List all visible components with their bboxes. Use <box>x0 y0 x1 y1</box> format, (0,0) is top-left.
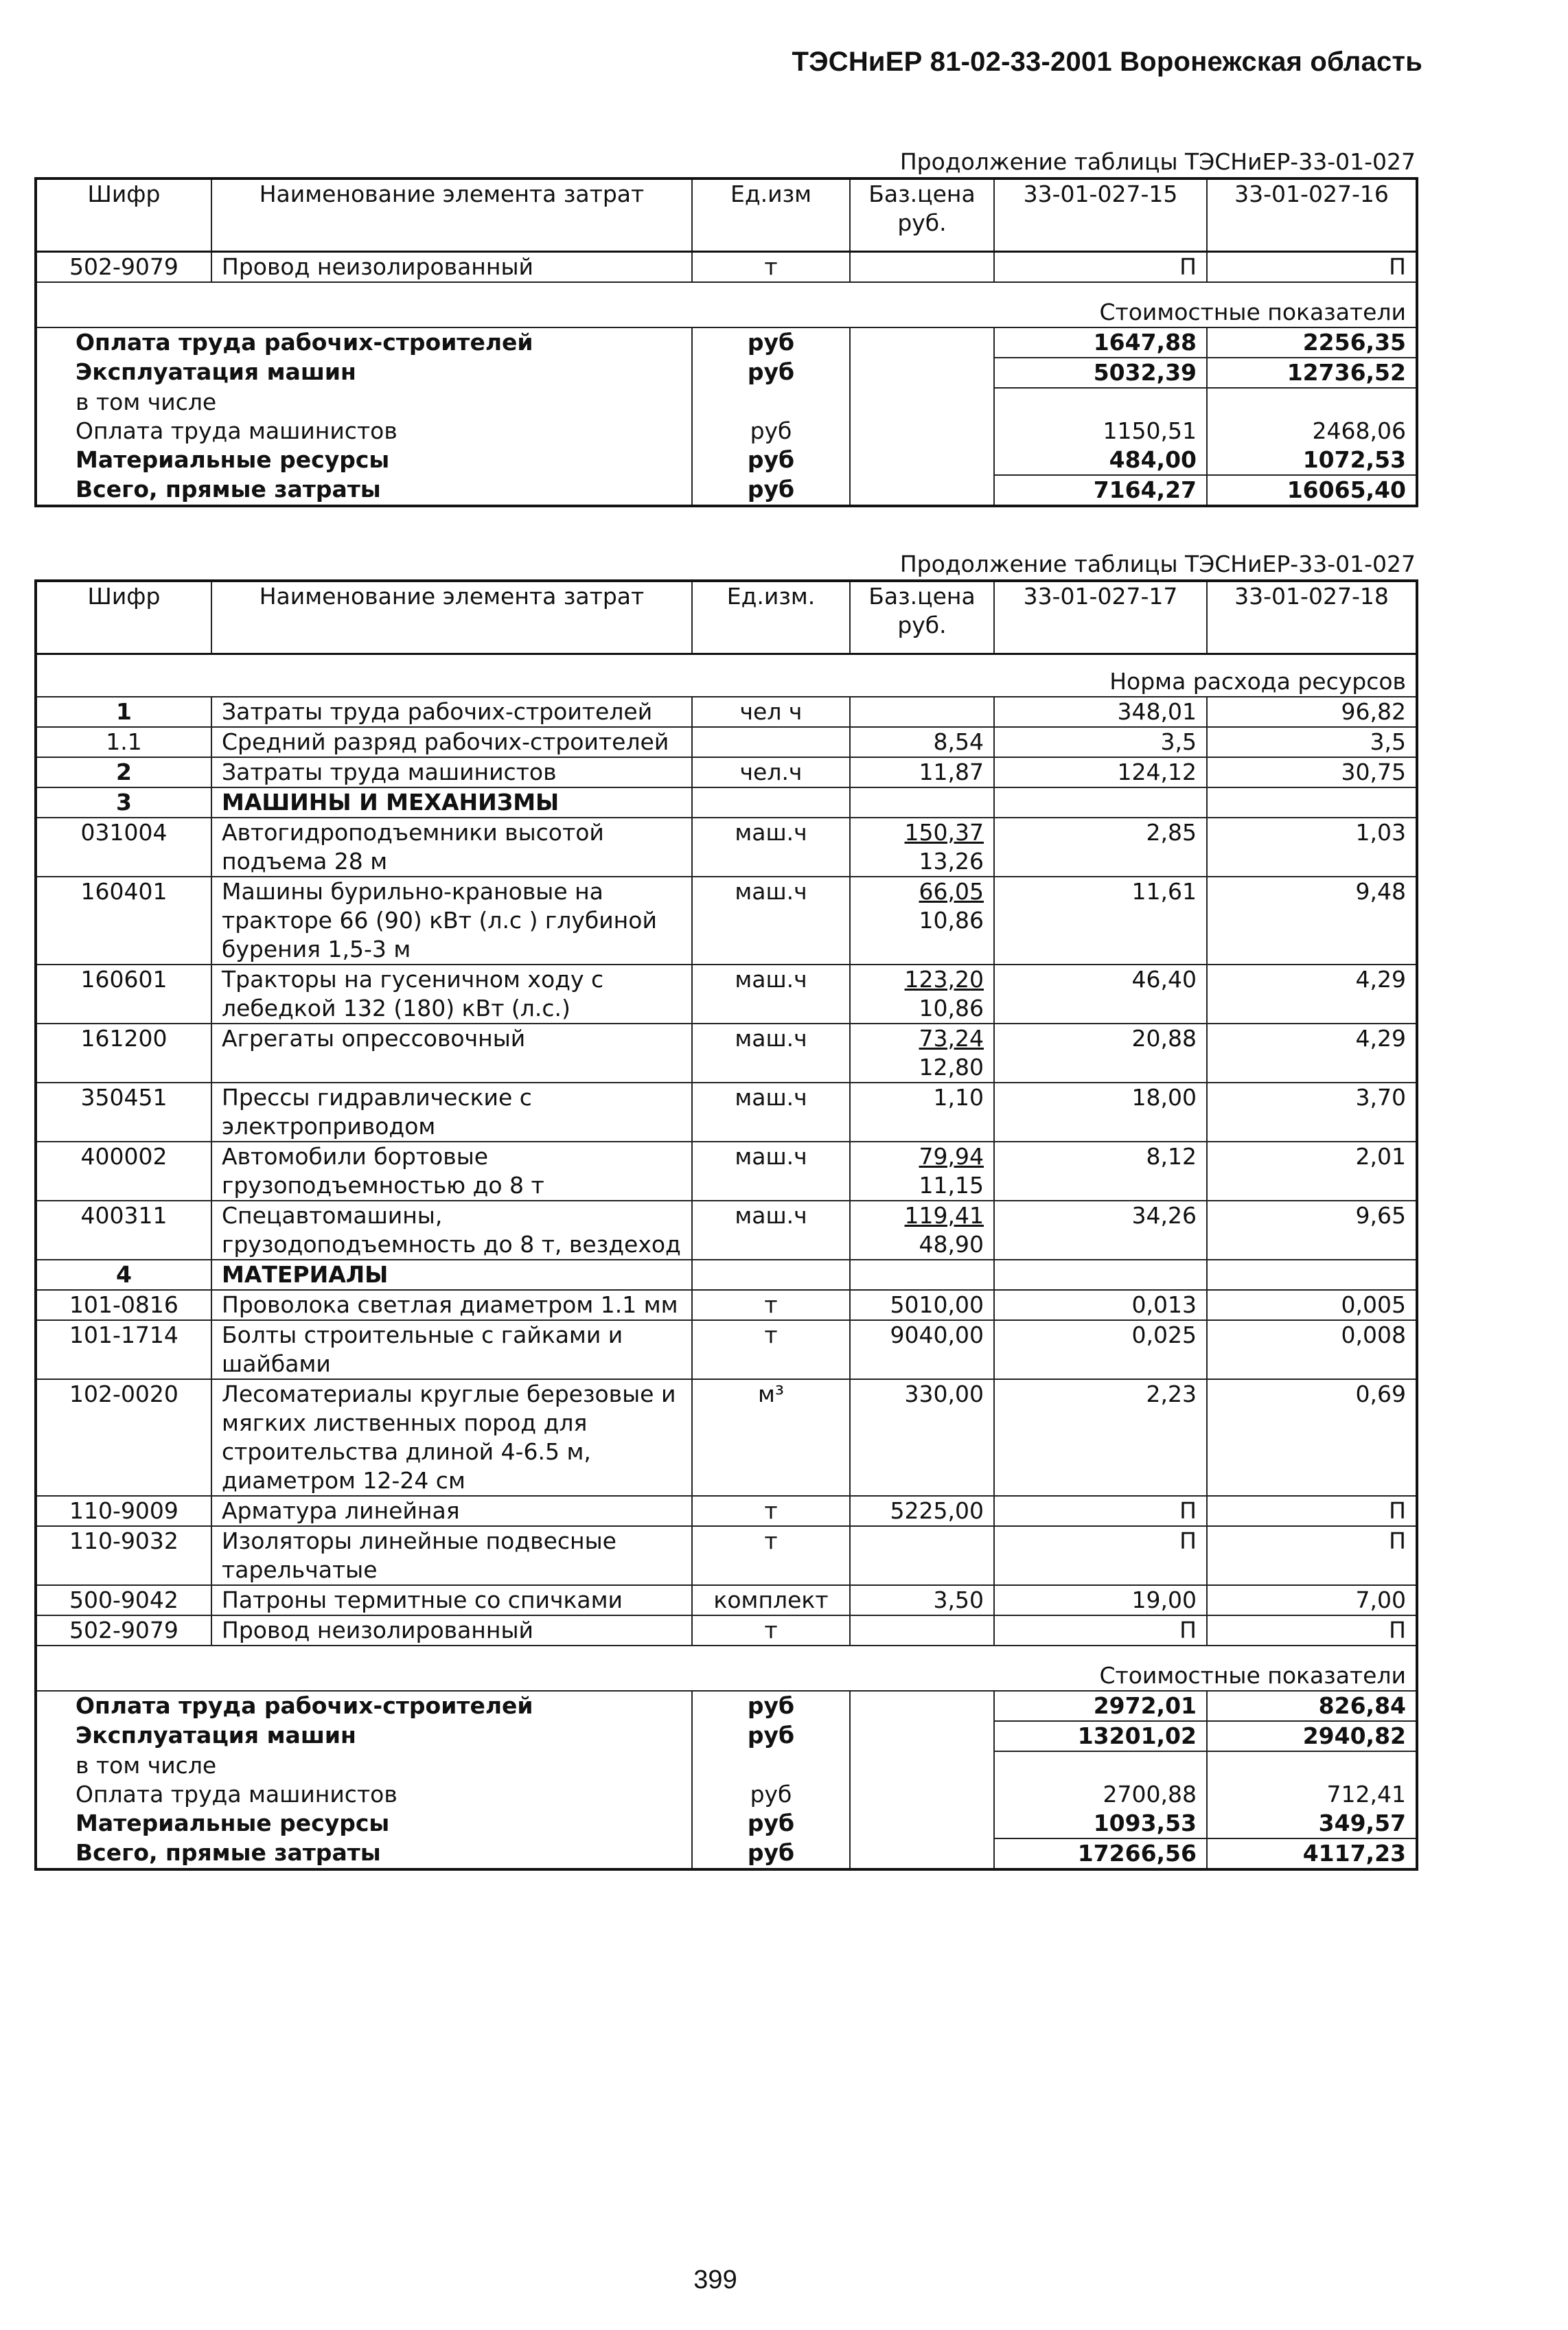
row-price-main: 330,00 <box>904 1380 984 1407</box>
row-code: 3 <box>36 787 211 818</box>
table-row <box>36 727 1417 757</box>
total-name: Оплата труда рабочих-строителей <box>36 327 692 358</box>
row-price <box>850 1585 994 1615</box>
row-price-machinist: 48,90 <box>919 1230 984 1258</box>
row-unit: т <box>692 1496 850 1526</box>
table-row <box>36 1379 1417 1496</box>
total-row <box>36 1691 1417 1721</box>
table-row <box>36 1260 1417 1290</box>
row-price-main: 11,87 <box>919 758 984 785</box>
row-unit: т <box>692 251 850 282</box>
row-value-2 <box>1207 787 1417 818</box>
total-price-empty <box>850 1780 994 1809</box>
total-price-empty <box>850 358 994 388</box>
row-unit: маш.ч <box>692 1083 850 1142</box>
row-value-2: 0,69 <box>1207 1379 1417 1496</box>
total-name: Материальные ресурсы <box>36 446 692 475</box>
total-price-empty <box>850 1809 994 1838</box>
total-value-2: 16065,40 <box>1207 475 1417 506</box>
row-price <box>850 1320 994 1379</box>
row-value-2: 30,75 <box>1207 757 1417 787</box>
row-value-2: П <box>1207 251 1417 282</box>
row-value-2: 2,01 <box>1207 1142 1417 1201</box>
row-value-2: 4,29 <box>1207 1024 1417 1083</box>
header-name: Наименование элемента затрат <box>211 178 692 251</box>
header-code: Шифр <box>36 581 211 654</box>
header-col1: 33-01-027-17 <box>994 581 1207 654</box>
row-value-2: П <box>1207 1615 1417 1646</box>
row-code: 110-9009 <box>36 1496 211 1526</box>
table-row <box>36 1320 1417 1379</box>
total-row <box>36 1809 1417 1838</box>
row-value-2: 0,008 <box>1207 1320 1417 1379</box>
table-row <box>36 1496 1417 1526</box>
total-value-1: 5032,39 <box>994 358 1207 388</box>
row-name: Спецавтомашины, грузодоподъемность до 8 т, вездеход <box>211 1201 692 1260</box>
total-unit: руб <box>692 358 850 388</box>
header-col2: 33-01-027-18 <box>1207 581 1417 654</box>
total-price-empty <box>850 388 994 417</box>
row-price-machinist: 13,26 <box>919 847 984 875</box>
total-price-empty <box>850 417 994 446</box>
total-unit: руб <box>692 1780 850 1809</box>
total-name: в том числе <box>36 1751 692 1780</box>
total-value-1: 17266,56 <box>994 1838 1207 1869</box>
total-name: Эксплуатация машин <box>36 1721 692 1751</box>
row-price-machinist: 12,80 <box>919 1053 984 1081</box>
row-value-2: 4,29 <box>1207 965 1417 1024</box>
row-value-1: 18,00 <box>994 1083 1207 1142</box>
row-unit: т <box>692 1526 850 1585</box>
row-value-2: 1,03 <box>1207 818 1417 877</box>
total-value-1: 7164,27 <box>994 475 1207 506</box>
total-name: Всего, прямые затраты <box>36 475 692 506</box>
total-value-1: 1647,88 <box>994 327 1207 358</box>
total-unit: руб <box>692 475 850 506</box>
total-value-2: 2256,35 <box>1207 327 1417 358</box>
row-value-2: 3,70 <box>1207 1083 1417 1142</box>
row-price <box>850 1290 994 1320</box>
row-code: 502-9079 <box>36 1615 211 1646</box>
header-col2: 33-01-027-16 <box>1207 178 1417 251</box>
row-unit <box>692 1260 850 1290</box>
row-code: 350451 <box>36 1083 211 1142</box>
row-price <box>850 877 994 965</box>
row-price <box>850 1083 994 1142</box>
row-price-main: 66,05 <box>919 877 984 905</box>
header-unit: Ед.изм. <box>692 581 850 654</box>
table-row <box>36 757 1417 787</box>
total-value-2: 826,84 <box>1207 1691 1417 1721</box>
total-name: Оплата труда рабочих-строителей <box>36 1691 692 1721</box>
row-name: Прессы гидравлические с электроприводом <box>211 1083 692 1142</box>
table-row <box>36 1024 1417 1083</box>
total-value-2: 349,57 <box>1207 1809 1417 1838</box>
row-value-1: 0,025 <box>994 1320 1207 1379</box>
row-price-main: 119,41 <box>904 1201 984 1229</box>
row-value-1 <box>994 1260 1207 1290</box>
total-value-2 <box>1207 388 1417 417</box>
total-unit: руб <box>692 417 850 446</box>
row-price <box>850 1142 994 1201</box>
row-unit: маш.ч <box>692 965 850 1024</box>
row-value-2: П <box>1207 1526 1417 1585</box>
table1-continuation: Продолжение таблицы ТЭСНиЕР-33-01-027 <box>899 148 1416 175</box>
row-name: Провод неизолированный <box>211 1615 692 1646</box>
total-price-empty <box>850 446 994 475</box>
row-price <box>850 251 994 282</box>
row-price-main: 5225,00 <box>890 1497 984 1524</box>
row-code: 400002 <box>36 1142 211 1201</box>
row-code: 102-0020 <box>36 1379 211 1496</box>
row-unit: маш.ч <box>692 1024 850 1083</box>
row-price <box>850 787 994 818</box>
row-price-main: 79,94 <box>919 1142 984 1170</box>
total-value-2: 1072,53 <box>1207 446 1417 475</box>
total-unit: руб <box>692 1838 850 1869</box>
total-price-empty <box>850 1691 994 1721</box>
total-name: Всего, прямые затраты <box>36 1838 692 1869</box>
row-value-2: 9,65 <box>1207 1201 1417 1260</box>
row-unit: т <box>692 1320 850 1379</box>
total-unit: руб <box>692 1721 850 1751</box>
row-name: Болты строительные с гайками и шайбами <box>211 1320 692 1379</box>
row-code: 031004 <box>36 818 211 877</box>
total-value-1: 484,00 <box>994 446 1207 475</box>
header-col1: 33-01-027-15 <box>994 178 1207 251</box>
row-name: Изоляторы линейные подвесные тарельчатые <box>211 1526 692 1585</box>
total-row <box>36 417 1417 446</box>
table2-section-norm: Норма расхода ресурсов <box>36 654 1417 697</box>
row-name: Автогидроподъемники высотой подъема 28 м <box>211 818 692 877</box>
table2 <box>34 579 1418 1871</box>
row-value-2: 0,005 <box>1207 1290 1417 1320</box>
row-value-2 <box>1207 1260 1417 1290</box>
total-row <box>36 475 1417 506</box>
total-row <box>36 1751 1417 1780</box>
row-name: Тракторы на гусеничном ходу с лебедкой 132 (180) кВт (л.с.) <box>211 965 692 1024</box>
row-unit: м³ <box>692 1379 850 1496</box>
header-name: Наименование элемента затрат <box>211 581 692 654</box>
total-value-1: 13201,02 <box>994 1721 1207 1751</box>
row-value-1: 348,01 <box>994 697 1207 727</box>
row-code: 101-0816 <box>36 1290 211 1320</box>
row-code: 500-9042 <box>36 1585 211 1615</box>
row-price <box>850 965 994 1024</box>
row-value-1: 2,23 <box>994 1379 1207 1496</box>
row-value-2: 9,48 <box>1207 877 1417 965</box>
row-unit: маш.ч <box>692 1201 850 1260</box>
row-value-1: 3,5 <box>994 727 1207 757</box>
table-row <box>36 1083 1417 1142</box>
header-price: Баз.цена руб. <box>850 178 994 251</box>
row-code: 4 <box>36 1260 211 1290</box>
row-name: Патроны термитные со спичками <box>211 1585 692 1615</box>
total-price-empty <box>850 1751 994 1780</box>
total-unit <box>692 388 850 417</box>
row-price-machinist: 10,86 <box>919 906 984 934</box>
total-value-2: 712,41 <box>1207 1780 1417 1809</box>
row-price <box>850 1201 994 1260</box>
row-name: Затраты труда машинистов <box>211 757 692 787</box>
table-row <box>36 818 1417 877</box>
row-value-1 <box>994 787 1207 818</box>
total-value-1: 1150,51 <box>994 417 1207 446</box>
row-value-2: 3,5 <box>1207 727 1417 757</box>
table-row <box>36 1526 1417 1585</box>
table-row <box>36 787 1417 818</box>
row-code: 1 <box>36 697 211 727</box>
row-value-1: 8,12 <box>994 1142 1207 1201</box>
total-row <box>36 1721 1417 1751</box>
row-unit <box>692 727 850 757</box>
table1 <box>34 177 1418 507</box>
row-price <box>850 1496 994 1526</box>
row-price <box>850 1615 994 1646</box>
table-row <box>36 1585 1417 1615</box>
row-price-main: 5010,00 <box>890 1291 984 1318</box>
row-name: Автомобили бортовые грузоподъемностью до 8 т <box>211 1142 692 1201</box>
row-value-2: П <box>1207 1496 1417 1526</box>
row-code: 400311 <box>36 1201 211 1260</box>
total-row <box>36 1780 1417 1809</box>
table-row <box>36 697 1417 727</box>
row-value-1: П <box>994 1526 1207 1585</box>
row-value-1: П <box>994 1615 1207 1646</box>
row-value-1: 34,26 <box>994 1201 1207 1260</box>
row-price <box>850 1260 994 1290</box>
table-row <box>36 1290 1417 1320</box>
row-price-main: 150,37 <box>904 818 984 846</box>
row-code: 160601 <box>36 965 211 1024</box>
header-price: Баз.цена руб. <box>850 581 994 654</box>
row-price <box>850 697 994 727</box>
total-row <box>36 358 1417 388</box>
total-value-1: 2972,01 <box>994 1691 1207 1721</box>
document-title: ТЭСНиЕР 81-02-33-2001 Воронежская область <box>792 47 1422 77</box>
row-value-1: 20,88 <box>994 1024 1207 1083</box>
total-value-1 <box>994 1751 1207 1780</box>
total-value-2: 12736,52 <box>1207 358 1417 388</box>
header-code: Шифр <box>36 178 211 251</box>
row-code: 2 <box>36 757 211 787</box>
total-name: Оплата труда машинистов <box>36 1780 692 1809</box>
row-price <box>850 1379 994 1496</box>
row-price-machinist: 10,86 <box>919 994 984 1022</box>
row-price <box>850 1526 994 1585</box>
total-name: в том числе <box>36 388 692 417</box>
total-row <box>36 388 1417 417</box>
row-name: Провод неизолированный <box>211 251 692 282</box>
total-name: Эксплуатация машин <box>36 358 692 388</box>
row-value-1: 0,013 <box>994 1290 1207 1320</box>
row-unit: комплект <box>692 1585 850 1615</box>
table2-section-cost: Стоимостные показатели <box>36 1646 1417 1691</box>
total-price-empty <box>850 327 994 358</box>
total-value-2 <box>1207 1751 1417 1780</box>
row-unit <box>692 787 850 818</box>
table1-section-cost: Стоимостные показатели <box>36 282 1417 327</box>
row-price-main: 1,10 <box>933 1083 984 1111</box>
total-value-1: 2700,88 <box>994 1780 1207 1809</box>
total-unit <box>692 1751 850 1780</box>
row-name: Машины бурильно-крановые на тракторе 66 (90) кВт (л.с ) глубиной бурения 1,5-3 м <box>211 877 692 965</box>
row-unit: чел.ч <box>692 757 850 787</box>
table-row <box>36 965 1417 1024</box>
row-value-2: 7,00 <box>1207 1585 1417 1615</box>
total-unit: руб <box>692 446 850 475</box>
row-value-1: П <box>994 1496 1207 1526</box>
total-value-2: 2940,82 <box>1207 1721 1417 1751</box>
table-row <box>36 877 1417 965</box>
row-name: Средний разряд рабочих-строителей <box>211 727 692 757</box>
row-name: Агрегаты опрессовочный <box>211 1024 692 1083</box>
table-row <box>36 1615 1417 1646</box>
page-number: 399 <box>693 2265 737 2294</box>
row-value-1: П <box>994 251 1207 282</box>
row-name: МАТЕРИАЛЫ <box>211 1260 692 1290</box>
total-value-1 <box>994 388 1207 417</box>
total-price-empty <box>850 475 994 506</box>
row-price-machinist: 11,15 <box>919 1171 984 1199</box>
row-price-main: 123,20 <box>904 965 984 993</box>
row-unit: маш.ч <box>692 1142 850 1201</box>
row-value-2: 96,82 <box>1207 697 1417 727</box>
row-name: Затраты труда рабочих-строителей <box>211 697 692 727</box>
total-price-empty <box>850 1721 994 1751</box>
total-unit: руб <box>692 1691 850 1721</box>
row-unit: маш.ч <box>692 818 850 877</box>
row-price <box>850 1024 994 1083</box>
total-row <box>36 1838 1417 1869</box>
row-unit: чел ч <box>692 697 850 727</box>
total-unit: руб <box>692 1809 850 1838</box>
total-price-empty <box>850 1838 994 1869</box>
row-value-1: 19,00 <box>994 1585 1207 1615</box>
row-unit: т <box>692 1290 850 1320</box>
header-unit: Ед.изм <box>692 178 850 251</box>
row-price <box>850 727 994 757</box>
row-price-main: 3,50 <box>933 1586 984 1613</box>
total-row <box>36 446 1417 475</box>
row-name: МАШИНЫ И МЕХАНИЗМЫ <box>211 787 692 818</box>
row-price-main: 9040,00 <box>890 1321 984 1348</box>
row-price-main: 8,54 <box>933 728 984 755</box>
row-code: 160401 <box>36 877 211 965</box>
total-unit: руб <box>692 327 850 358</box>
row-price <box>850 757 994 787</box>
row-code: 101-1714 <box>36 1320 211 1379</box>
row-code: 1.1 <box>36 727 211 757</box>
row-value-1: 124,12 <box>994 757 1207 787</box>
total-value-2: 2468,06 <box>1207 417 1417 446</box>
table-row <box>36 1201 1417 1260</box>
table-row <box>36 251 1417 282</box>
row-code: 110-9032 <box>36 1526 211 1585</box>
total-value-2: 4117,23 <box>1207 1838 1417 1869</box>
total-name: Материальные ресурсы <box>36 1809 692 1838</box>
row-name: Арматура линейная <box>211 1496 692 1526</box>
row-value-1: 46,40 <box>994 965 1207 1024</box>
table2-continuation: Продолжение таблицы ТЭСНиЕР-33-01-027 <box>899 551 1416 577</box>
total-name: Оплата труда машинистов <box>36 417 692 446</box>
row-name: Проволока светлая диаметром 1.1 мм <box>211 1290 692 1320</box>
row-value-1: 11,61 <box>994 877 1207 965</box>
row-code: 161200 <box>36 1024 211 1083</box>
row-name: Лесоматериалы круглые березовые и мягких лиственных пород для строительства длиной 4-6.5 м, диаметром 12-24 см <box>211 1379 692 1496</box>
row-price <box>850 818 994 877</box>
row-unit: т <box>692 1615 850 1646</box>
row-value-1: 2,85 <box>994 818 1207 877</box>
table-row <box>36 1142 1417 1201</box>
row-price-main: 73,24 <box>919 1024 984 1052</box>
total-row <box>36 327 1417 358</box>
row-code: 502-9079 <box>36 251 211 282</box>
total-value-1: 1093,53 <box>994 1809 1207 1838</box>
row-unit: маш.ч <box>692 877 850 965</box>
